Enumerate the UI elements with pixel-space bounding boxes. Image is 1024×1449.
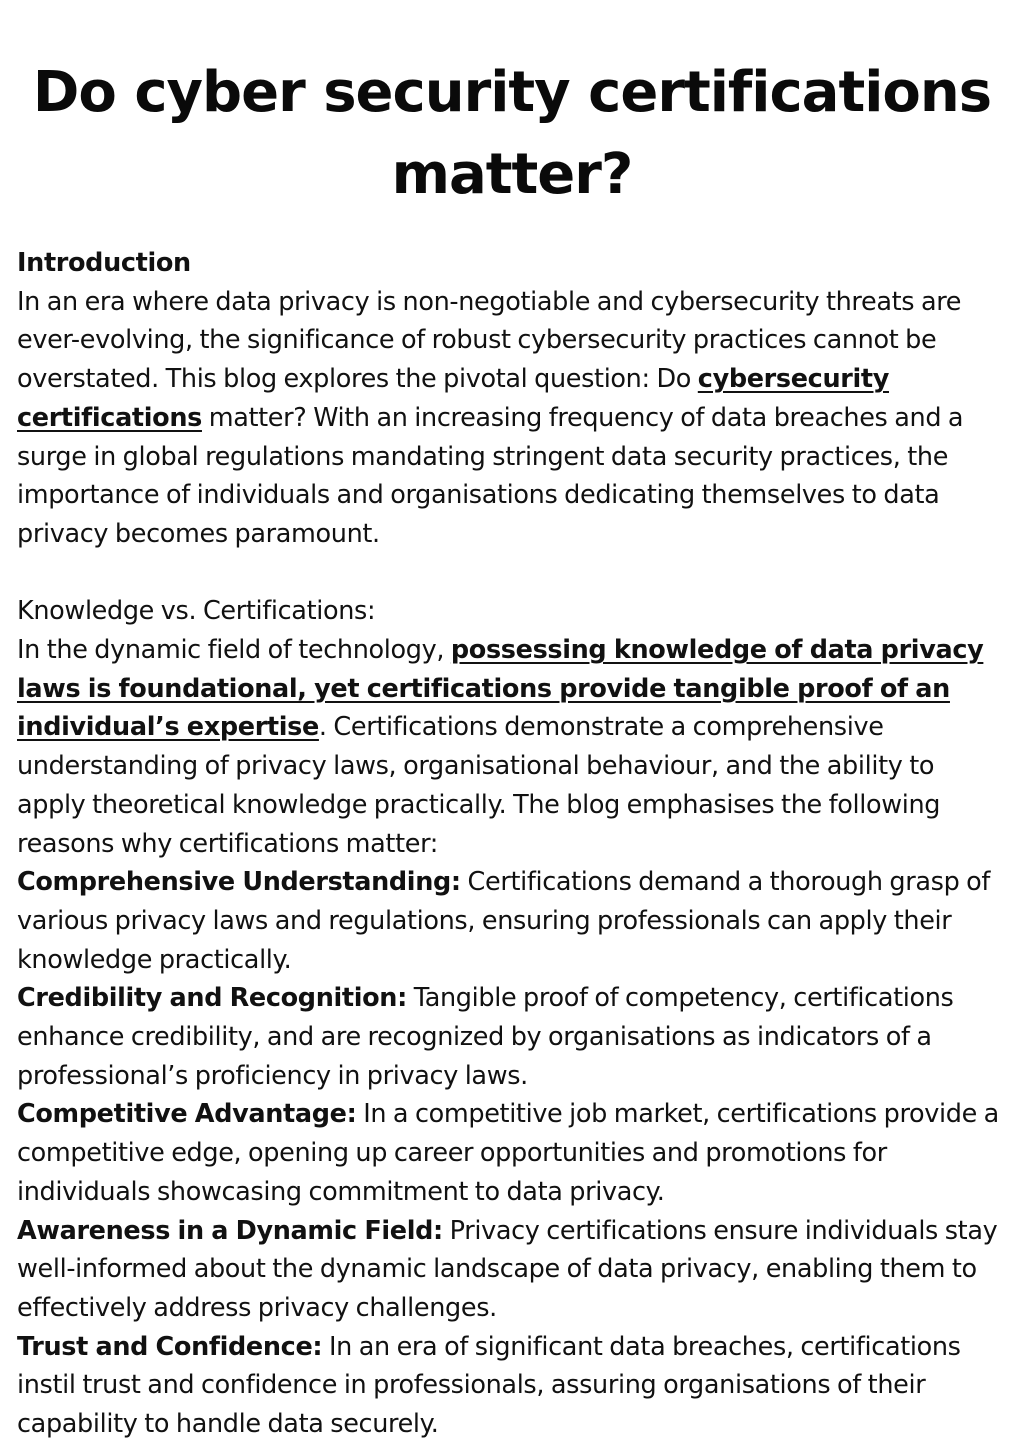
reason-item bbox=[17, 863, 1007, 979]
reason-item bbox=[17, 1095, 1007, 1211]
page-title: Do cyber security certifications matter? bbox=[32, 60, 992, 207]
knowledge-text-start: In the dynamic field of technology, bbox=[17, 635, 451, 666]
introduction-text-end: matter? With an increasing frequency of data breaches and a surge in global regulations mandating stringent data security practices, the importance of individuals and organisations dedicating themselves to data privacy becomes paramount. bbox=[17, 402, 964, 549]
knowledge-foundational-link[interactable]: possessing knowledge of data privacy laws is foundational, yet certifications provide tangible proof of an individual’s expertise bbox=[17, 635, 984, 743]
reason-label: Trust and Confidence: bbox=[17, 1331, 323, 1362]
reason-text: In a competitive job market, certifications provide a competitive edge, opening up career opportunities and promotions for individuals showcasing commitment to data privacy. bbox=[17, 1099, 999, 1207]
introduction-section bbox=[17, 244, 1007, 554]
reason-text: In an era of significant data breaches, certifications instil trust and confidence in professionals, assuring organisations of their capability to handle data securely. bbox=[17, 1331, 961, 1440]
reason-label: Comprehensive Understanding: bbox=[17, 867, 461, 898]
cybersecurity-certifications-link[interactable]: cybersecurity certifications bbox=[17, 364, 889, 433]
introduction-heading: Introduction bbox=[17, 248, 191, 278]
knowledge-heading: Knowledge vs. Certifications: bbox=[17, 596, 376, 627]
reason-item bbox=[17, 1328, 1007, 1444]
introduction-text-start: In an era where data privacy is non-negotiable and cybersecurity threats are ever-evolving, the significance of robust cybersecurity practices cannot be overstated. This blog explores the pivotal question: Do bbox=[17, 286, 962, 395]
article-body bbox=[17, 244, 1007, 1444]
reason-text: Privacy certifications ensure individuals stay well-informed about the dynamic landscape of data privacy, enabling them to effectively address privacy challenges. bbox=[17, 1215, 998, 1323]
reason-text: Tangible proof of competency, certifications enhance credibility, and are recognized by organisations as indicators of a professional’s proficiency in privacy laws. bbox=[17, 983, 954, 1091]
reason-text: Certifications demand a thorough grasp of various privacy laws and regulations, ensuring professionals can apply their knowledge practically. bbox=[17, 867, 991, 975]
reason-item bbox=[17, 1212, 1007, 1328]
knowledge-text-end: . Certifications demonstrate a comprehensive understanding of privacy laws, organisational behaviour, and the ability to apply theoretical knowledge practically. The blog emphasises the following reasons why certifications matter: bbox=[17, 712, 941, 859]
knowledge-section bbox=[17, 592, 1007, 863]
paragraph-spacer bbox=[17, 554, 1007, 593]
reason-label: Credibility and Recognition: bbox=[17, 983, 407, 1014]
reason-label: Competitive Advantage: bbox=[17, 1099, 357, 1130]
reason-item bbox=[17, 979, 1007, 1095]
reason-label: Awareness in a Dynamic Field: bbox=[17, 1215, 443, 1246]
